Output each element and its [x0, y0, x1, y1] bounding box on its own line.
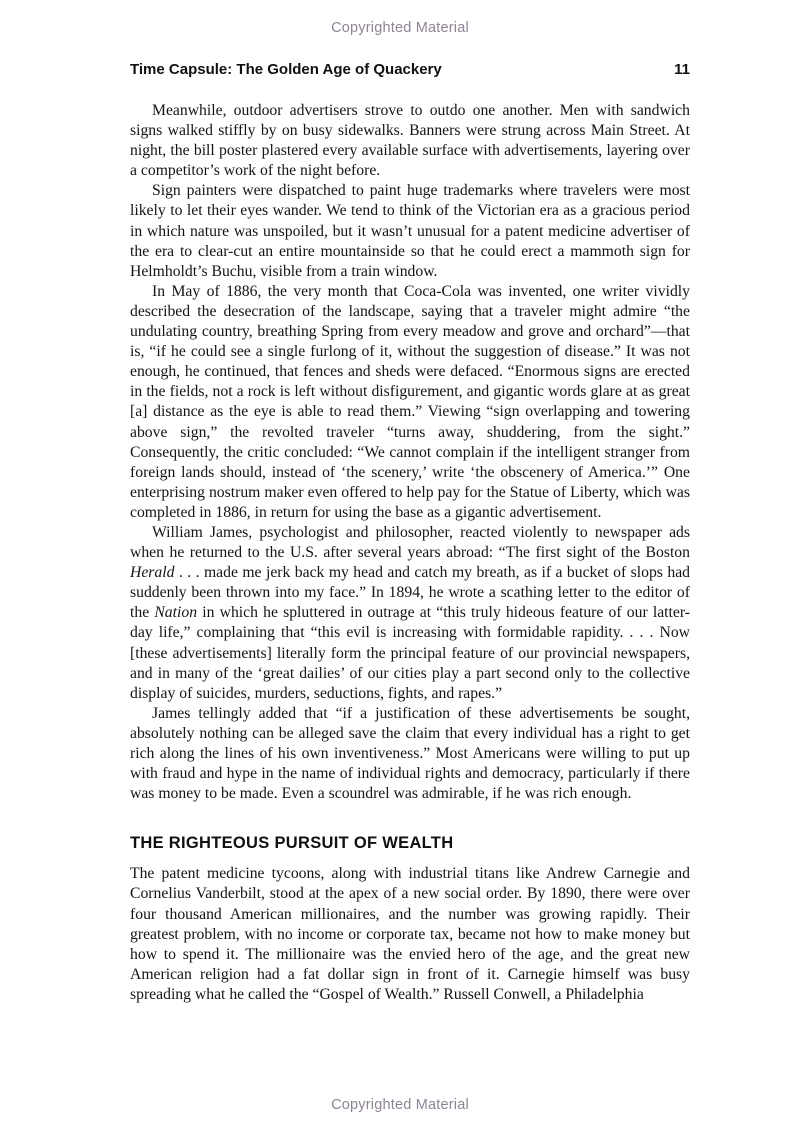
- page-body: [130, 101, 690, 1005]
- italic-text-run: Herald: [130, 564, 175, 582]
- text-run: William James, psychologist and philosopher, reacted violently to newspaper ads when he returned to the U.S. after several years abroad: “The first sight of the Boston: [130, 523, 690, 562]
- text-run: In May of 1886, the very month that Coca-Cola was invented, one writer vividly described the desecration of the landscape, saying that a traveler might admire “the undulating country, breathing Spring from every meadow and grove and orchard”—that is, “if he could see a single furlong of it, without the suggestion of disease.” It was not enough, he continued, that fences and sheds were defaced. “Enormous signs are erected in the fields, not a rock is left without disfigurement, and gigantic words glare at as great [a] distance as the eye is able to read them.” Viewing “sign overlapping and towering above sign,” the revolted traveler “turns away, shuddering, from the sight.” Consequently, the critic concluded: “We cannot complain if the intelligent stranger from foreign lands should, instead of ‘the scenery,’ write ‘the obscenery of America.’” One enterprising nostrum maker even offered to help pay for the Statue of Liberty, which was completed in 1886, in return for using the base as a gigantic advertisement.: [130, 282, 690, 521]
- text-run: Meanwhile, outdoor advertisers strove to outdo one another. Men with sandwich signs walked stiffly by on busy sidewalks. Banners were strung across Main Street. At night, the bill poster plastered every available surface with advertisements, layering over a competitor’s work of the night before.: [130, 102, 690, 180]
- paragraph-1: [130, 101, 690, 181]
- paragraph-6: [130, 864, 690, 1005]
- copyright-notice-bottom: Copyrighted Material: [331, 1097, 469, 1113]
- paragraph-4: [130, 523, 690, 704]
- paragraph-5: [130, 704, 690, 804]
- page-number: 11: [674, 61, 690, 78]
- copyright-notice-top: Copyrighted Material: [331, 20, 469, 36]
- text-run: . . . made me jerk back my head and catch my breath, as if a bucket of slops had suddenly been thrown into my face.” In 1894, he wrote a scathing letter to the editor of the: [130, 564, 690, 622]
- running-header: [130, 61, 690, 78]
- italic-text-run: Nation: [154, 604, 198, 622]
- chapter-title: Time Capsule: The Golden Age of Quackery: [130, 61, 442, 78]
- section-heading: THE RIGHTEOUS PURSUIT OF WEALTH: [130, 834, 454, 853]
- text-run: Sign painters were dispatched to paint huge trademarks where travelers were most likely to let their eyes wander. We tend to think of the Victorian era as a gracious period in which nature was unspoiled, but it wasn’t unusual for a patent medicine advertiser of the era to clear-cut an entire mountainside so that he could erect a mammoth sign for Helmholdt’s Buchu, visible from a train window.: [130, 182, 690, 280]
- paragraph-3: [130, 282, 690, 523]
- text-run: James tellingly added that “if a justification of these advertisements be sought, absolutely nothing can be alleged save the claim that every individual has a right to get rich along the lines of his own inventiveness.” Most Americans were willing to put up with fraud and hype in the name of individual rights and democracy, particularly if there was money to be made. Even a scoundrel was admirable, if he was rich enough.: [130, 704, 690, 803]
- paragraph-2: [130, 181, 690, 281]
- text-run: The patent medicine tycoons, along with industrial titans like Andrew Carnegie and Cornelius Vanderbilt, stood at the apex of a new social order. By 1890, there were over four thousand American millionaires, and the number was growing rapidly. Their greatest problem, with no income or corporate tax, became not how to make money but how to spend it. The millionaire was the envied hero of the age, and the great new American religion had a fat dollar sign in front of it. Carnegie himself was busy spreading what he called the “Gospel of Wealth.” Russell Conwell, a Philadelphia: [130, 865, 690, 1003]
- text-run: in which he spluttered in outrage at “this truly hideous feature of our latter-day life,” complaining that “this evil is increasing with formidable rapidity. . . . Now [these advertisements] literally form the principal feature of our provincial newspapers, and in many of the ‘great dailies’ of our cities play a part second only to the collective display of suicides, murders, seductions, fights, and rapes.”: [130, 604, 690, 702]
